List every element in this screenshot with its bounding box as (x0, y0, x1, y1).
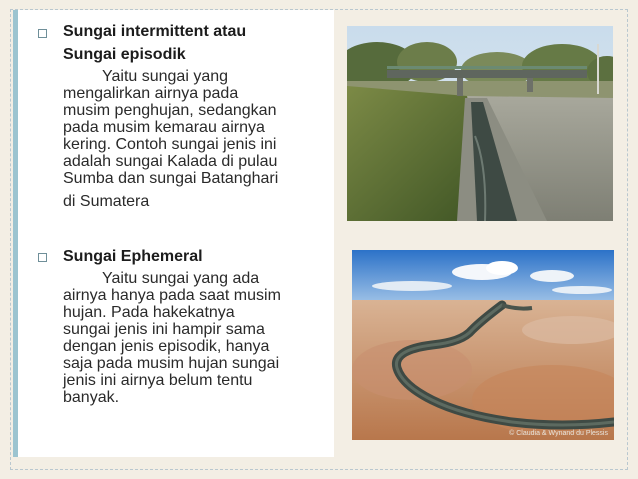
section1-body: mengalirkan airnya pada musim penghujan, sedangkan pada musim kemarau airnya kering. Contoh sungai jenis ini adalah sungai Kalada di pulau Sumba dan sungai Batanghari (63, 85, 279, 187)
section1-heading-line2: Sungai episodik (63, 46, 186, 63)
intermittent-river-photo (347, 26, 613, 221)
text-panel (13, 10, 334, 457)
bullet-checkbox-icon (38, 29, 47, 38)
section1-body-last-line: di Sumatera (63, 193, 150, 210)
ephemeral-river-photo (352, 250, 614, 440)
section1-body-first-line: Yaitu sungai yang (102, 68, 229, 85)
section2-body: airnya hanya pada saat musim hujan. Pada hakekatnya sungai jenis ini hampir sama dengan jenis episodik, hanya saja pada musim hujan sungai jenis ini airnya belum tentu banyak. (63, 287, 281, 406)
section2-heading: Sungai Ephemeral (63, 248, 203, 265)
photo-credit: © Claudia & Wynand du Plessis (509, 430, 608, 437)
section2-body-first-line: Yaitu sungai yang ada (102, 270, 260, 287)
section1-heading-line1: Sungai intermittent atau (63, 23, 247, 40)
bullet-checkbox-icon (38, 253, 47, 262)
